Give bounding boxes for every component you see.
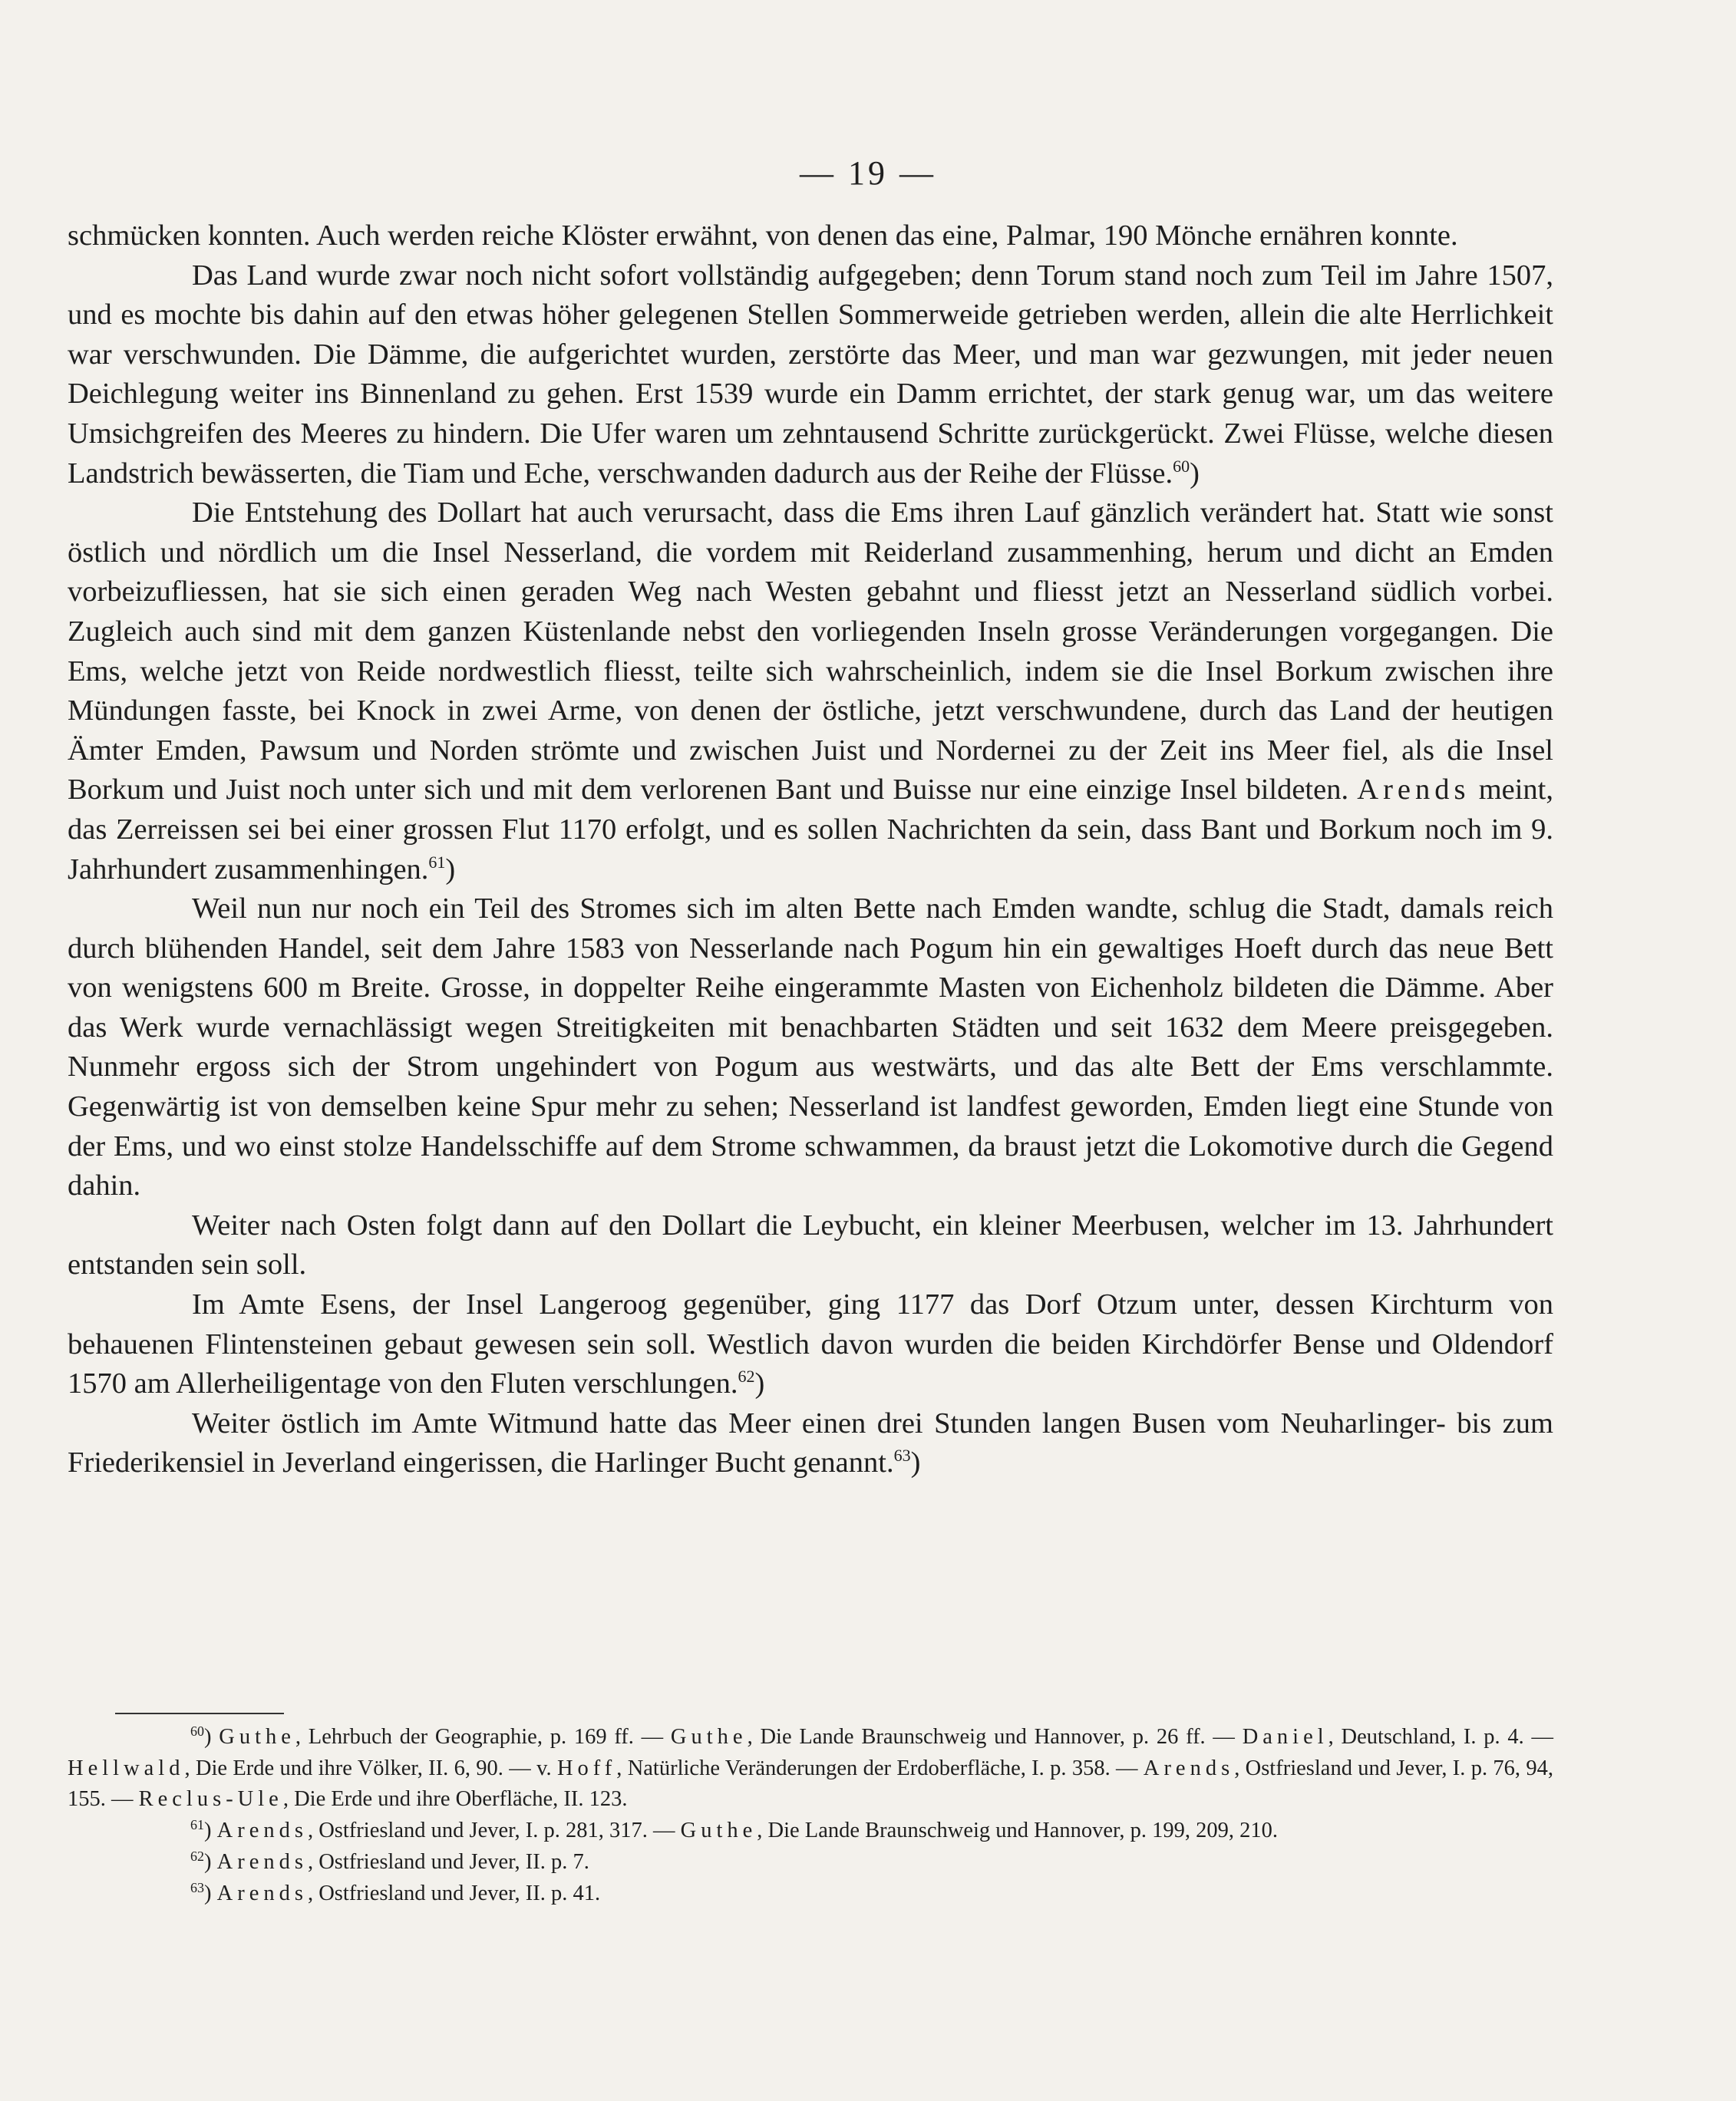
spaced-author-name: Reclus-Ule: [138, 1787, 283, 1812]
paragraph: [68, 1206, 1553, 1285]
text-run: schmücken konnten. Auch werden reiche Klöster erwähnt, von denen das eine, Palmar, 190 Mönche ernähren konnte.: [68, 219, 1458, 252]
spaced-author-name: Guthe: [670, 1725, 748, 1749]
text-run: , Ostfriesland und Jever, I. p. 281, 317. —: [307, 1819, 681, 1843]
footnote-marker: 63: [190, 1879, 204, 1895]
footnote-marker: 61: [190, 1817, 204, 1833]
footnote-marker: 60: [190, 1723, 204, 1739]
paragraph: [68, 1404, 1553, 1483]
text-run: ): [204, 1881, 217, 1905]
footnote-marker: 62: [190, 1848, 204, 1864]
text-run: , Die Erde und ihre Oberfläche, II. 123.: [282, 1787, 628, 1812]
text-run: Weiter nach Osten folgt dann auf den Dollart die Leybucht, ein kleiner Meerbusen, welcher im 13. Jahrhundert entstanden sein soll.: [68, 1209, 1553, 1281]
text-run: , Die Lande Braunschweig und Hannover, p. 26 ff. —: [747, 1725, 1243, 1749]
footnote: [68, 1878, 1553, 1910]
text-run: , Die Erde und ihre Völker, II. 6, 90. — v.: [184, 1756, 557, 1780]
page-number: — 19 —: [800, 154, 936, 192]
spaced-author-name: Guthe: [680, 1819, 757, 1843]
text-run: ): [754, 1367, 765, 1400]
footnote: [68, 1816, 1553, 1847]
footnote-marker: 63: [893, 1446, 911, 1466]
spaced-author-name: Daniel: [1242, 1725, 1328, 1749]
text-run: ): [204, 1725, 219, 1749]
text-run: ): [204, 1819, 217, 1843]
text-run: , Die Lande Braunschweig und Hannover, p. 199, 209, 210.: [757, 1819, 1279, 1843]
text-run: , Natürliche Veränderungen der Erdoberfläche, I. p. 358. —: [616, 1756, 1144, 1780]
text-run: ): [1190, 457, 1200, 490]
text-run: , Ostfriesland und Jever, II. p. 41.: [307, 1881, 601, 1905]
text-run: ): [445, 853, 456, 886]
text-run: Weiter östlich im Amte Witmund hatte das Meer einen drei Stunden langen Busen vom Neuharlinger- bis zum Friederikensiel in Jeverland eingerissen, die Harlinger Bucht genannt.: [68, 1407, 1553, 1479]
spaced-author-name: Arends: [1143, 1756, 1235, 1780]
paragraph: [68, 493, 1553, 889]
body-text: [68, 216, 1553, 1483]
text-run: Weil nun nur noch ein Teil des Stromes sich im alten Bette nach Emden wandte, schlug die Stadt, damals reich durch blühenden Handel, seit dem Jahre 1583 von Nesserlande nach Pogum hin ein gewaltiges Hoeft durch das neue Bett von wenigstens 600 m Breite. Grosse, in doppelter Reihe eingerammte Masten von Eichenholz bildeten die Dämme. Aber das Werk wurde vernachlässigt wegen Streitigkeiten mit benachbarten Städten und seit 1632 dem Meere preisgegeben. Nunmehr ergoss sich der Strom ungehindert von Pogum aus westwärts, und das alte Bett der Ems verschlammte. Gegenwärtig ist von demselben keine Spur mehr zu sehen; Nesserland ist landfest geworden, Emden liegt eine Stunde von der Ems, und wo einst stolze Handelsschiffe auf dem Strome schwammen, da braust jetzt die Lokomotive durch die Gegend dahin.: [68, 892, 1553, 1202]
spaced-author-name: Hellwald: [68, 1756, 185, 1780]
spaced-author-name: Arends: [1357, 773, 1470, 806]
text-run: , Lehrbuch der Geographie, p. 169 ff. —: [295, 1725, 671, 1749]
text-run: Im Amte Esens, der Insel Langeroog gegenüber, ging 1177 das Dorf Otzum unter, dessen Kirchturm von behauenen Flintensteinen gebaut gewesen sein soll. Westlich davon wurden die beiden Kirchdörfer Bense und Oldendorf 1570 am Allerheiligentage von den Fluten verschlungen.: [68, 1288, 1553, 1400]
text-run: , Ostfriesland und Jever, II. p. 7.: [307, 1849, 589, 1874]
paragraph: [68, 256, 1553, 494]
footnote-marker: 60: [1173, 456, 1190, 476]
paragraph: [68, 1285, 1553, 1404]
text-run: , Deutschland, I. p. 4. —: [1328, 1725, 1553, 1749]
footnote-marker: 61: [428, 852, 446, 872]
footnote: [68, 1722, 1553, 1816]
text-run: ): [204, 1849, 217, 1874]
spaced-author-name: Arends: [216, 1849, 308, 1874]
footnote-separator: [115, 1713, 284, 1714]
spaced-author-name: Arends: [216, 1881, 308, 1905]
footnote: [68, 1847, 1553, 1878]
text-run: , Ostfriesland und Jever, I. p. 76, 94, 155. —: [68, 1756, 1554, 1812]
text-run: ): [910, 1446, 921, 1479]
text-run: Das Land wurde zwar noch nicht sofort vollständig aufgegeben; denn Torum stand noch zum Teil im Jahre 1507, und es mochte bis dahin auf den etwas höher gelegenen Stellen Sommerweide getrieben werden, allein die alte Herrlichkeit war verschwunden. Die Dämme, die aufgerichtet wurden, zerstörte das Meer, und man war gezwungen, mit jeder neuen Deichlegung weiter ins Binnenland zu gehen. Erst 1539 wurde ein Damm errichtet, der stark genug war, um das weitere Umsichgreifen des Meeres zu hindern. Die Ufer waren um zehntausend Schritte zurückgerückt. Zwei Flüsse, welche diesen Landstrich bewässerten, die Tiam und Eche, verschwanden dadurch aus der Reihe der Flüsse.: [68, 259, 1553, 490]
text-run: Die Entstehung des Dollart hat auch verursacht, dass die Ems ihren Lauf gänzlich verändert hat. Statt wie sonst östlich und nördlich um die Insel Nesserland, die vordem mit Reiderland zusammenhing, herum und dicht an Emden vorbeizufliessen, hat sie sich einen geraden Weg nach Westen gebahnt und fliesst jetzt an Nesserland südlich vorbei. Zugleich auch sind mit dem ganzen Küstenlande nebst den vorliegenden Inseln grosse Veränderungen vorgegangen. Die Ems, welche jetzt von Reide nordwestlich fliesst, teilte sich wahrscheinlich, indem sie die Insel Borkum zwischen ihre Mündungen fasste, bei Knock in zwei Arme, von denen der östliche, jetzt verschwundene, durch das Land der heutigen Ämter Emden, Pawsum und Norden strömte und zwischen Juist und Nordernei zu der Zeit ins Meer fiel, als die Insel Borkum und Juist noch unter sich und mit dem verlorenen Bant und Buisse nur eine einzige Insel bildeten.: [68, 496, 1553, 806]
paragraph: [68, 216, 1553, 256]
paragraph: [68, 889, 1553, 1206]
text-run: meint, das Zerreissen sei bei einer grossen Flut 1170 erfolgt, und es sollen Nachrichten da sein, dass Bant und Borkum noch im 9. Jahrhundert zusammenhingen.: [68, 773, 1554, 886]
spaced-author-name: Hoff: [556, 1756, 617, 1780]
spaced-author-name: Guthe: [219, 1725, 295, 1749]
spaced-author-name: Arends: [216, 1819, 308, 1843]
footnote-marker: 62: [738, 1367, 755, 1387]
footnotes: [68, 1722, 1553, 1909]
